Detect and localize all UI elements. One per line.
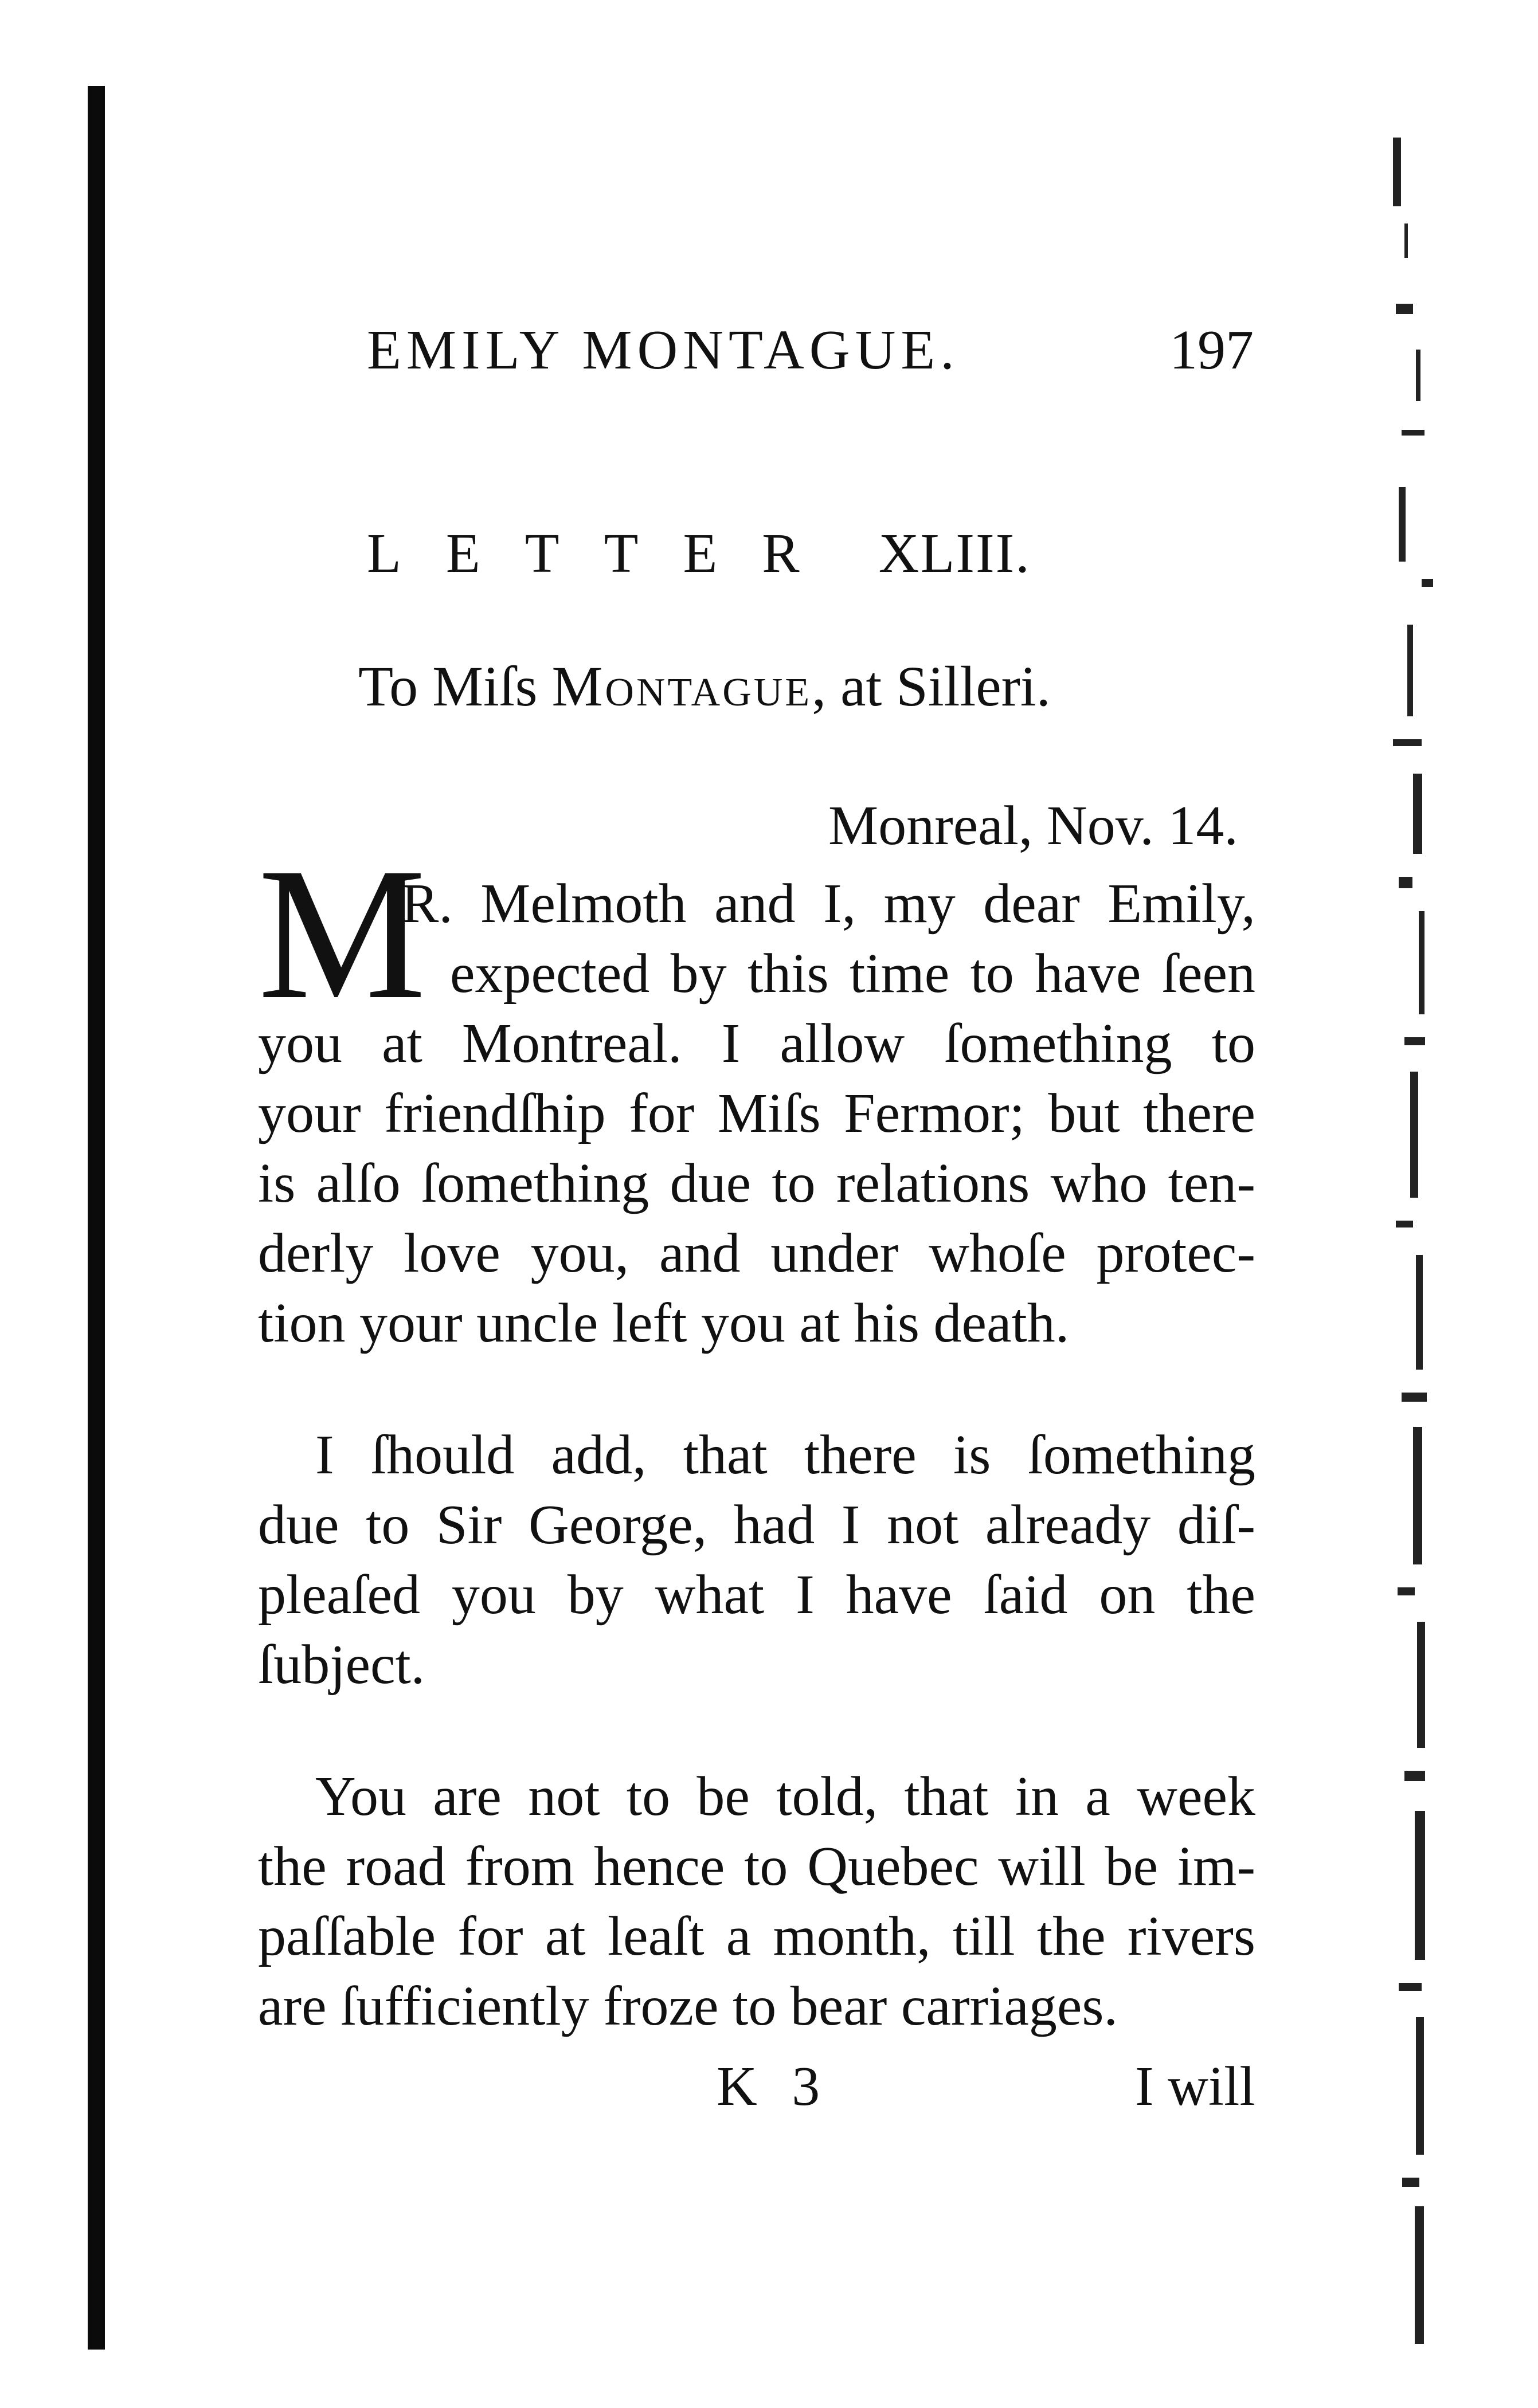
page-number: 197 [1169, 319, 1254, 381]
salutation [358, 653, 1051, 719]
body-line: ſubject. [258, 1634, 425, 1696]
salutation-suffix: , at Silleri. [812, 654, 1051, 718]
body-line: derly love you, and under whoſe protec- [258, 1222, 1255, 1284]
salutation-name: Montague [551, 654, 812, 718]
body-line: are ſufficiently froze to bear carriages. [258, 1975, 1118, 2037]
body-line: expected by this time to have ſeen [450, 943, 1255, 1005]
letter-heading-number: XLIII. [878, 523, 1031, 585]
signature-mark: K 3 [717, 2056, 831, 2117]
body-line: tion your uncle left you at his death. [258, 1292, 1070, 1354]
letter-heading-label: LETTER [367, 523, 844, 585]
body-line: paſſable for at leaſt a month, till the rivers [258, 1905, 1255, 1967]
letter-heading [367, 521, 1031, 586]
page-edge-scan-noise [1382, 132, 1496, 2355]
body-line: you at Montreal. I allow ſomething to [258, 1013, 1255, 1074]
catchword: I will [1135, 2056, 1255, 2117]
body-line: R. Melmoth and I, my dear Emily, [401, 873, 1255, 935]
running-head-title: EMILY MONTAGUE. [367, 319, 960, 381]
body-line: your friendſhip for Miſs Fermor; but there [258, 1083, 1255, 1144]
body-line: I ſhould add, that there is ſomething [315, 1424, 1255, 1486]
body-line: is alſo ſomething due to relations who ten- [258, 1152, 1255, 1214]
body-line: due to Sir George, had I not already diſ- [258, 1494, 1255, 1556]
body-line: the road from hence to Quebec will be im- [258, 1836, 1255, 1897]
salutation-prefix: To Miſs [358, 654, 552, 718]
dateline: Monreal, Nov. 14. [828, 795, 1238, 857]
binding-gutter-edge [88, 86, 105, 2350]
drop-cap: M [258, 829, 426, 1038]
body-line: pleaſed you by what I have ſaid on the [258, 1564, 1255, 1626]
body-line: You are not to be told, that in a week [315, 1766, 1255, 1827]
